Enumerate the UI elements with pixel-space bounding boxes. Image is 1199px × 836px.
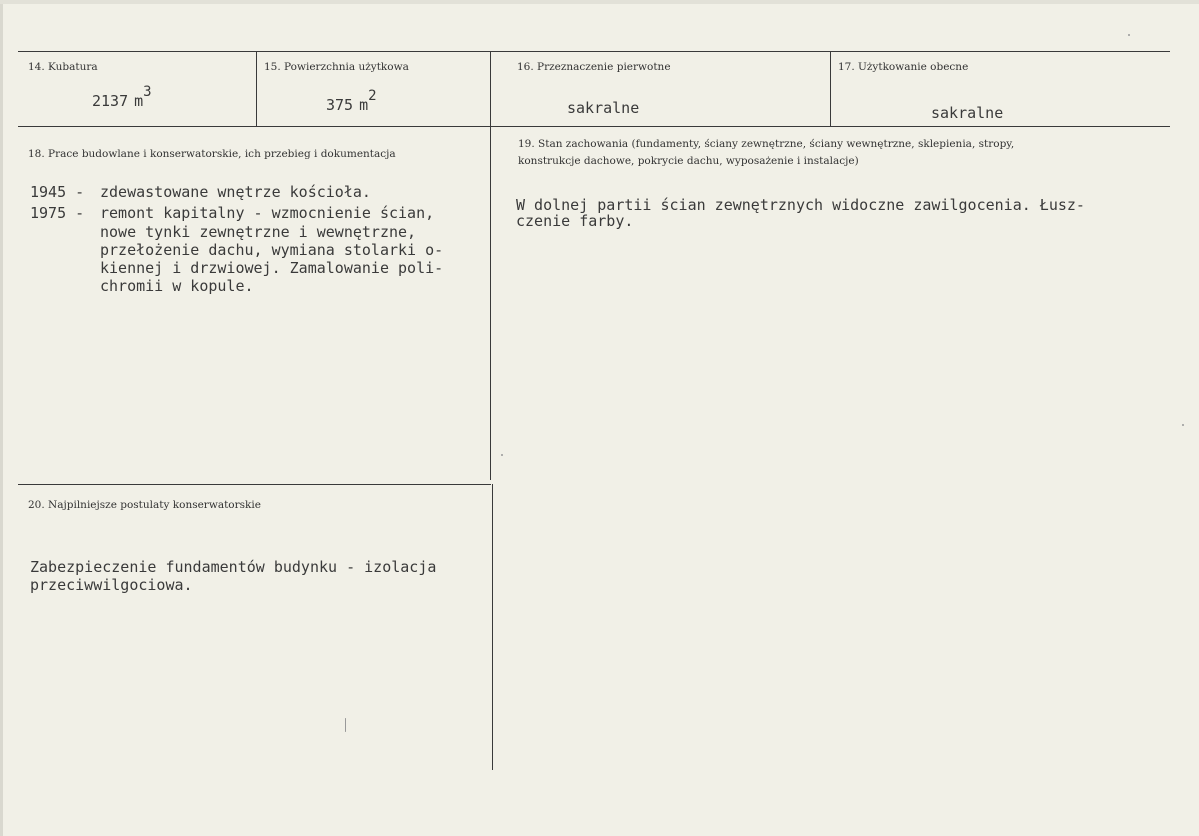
postulates-text: przeciwwilgociowa. [30, 576, 193, 594]
history-year: 1945 - [30, 183, 85, 201]
area-exponent: 2 [368, 88, 377, 104]
section18-bottom-rule [18, 484, 491, 485]
volume-number: 2137 [92, 92, 129, 110]
field-20-label: 20. Najpilniejsze postulaty konserwatorskie [28, 499, 261, 511]
field-19-label: 19. Stan zachowania (fundamenty, ściany zewnętrzne, ściany wewnętrzne, sklepienia, stropy, [518, 138, 1015, 150]
condition-text: czenie farby. [516, 212, 634, 230]
divider-left-right-lower [492, 484, 493, 770]
history-text: nowe tynki zewnętrzne i wewnętrzne, [100, 223, 417, 241]
paper-speck [345, 718, 346, 732]
history-text: chromii w kopule. [100, 277, 254, 295]
field-19-label-cont: konstrukcje dachowe, pokrycie dachu, wyposażenie i instalacje) [518, 155, 859, 167]
volume-unit: m [134, 92, 144, 110]
field-14-value [92, 84, 152, 110]
history-year: 1975 - [30, 204, 85, 222]
field-15-label: 15. Powierzchnia użytkowa [264, 61, 409, 73]
history-text: remont kapitalny - wzmocnienie ścian, [100, 204, 435, 222]
paper-speck [501, 454, 503, 456]
area-unit: m [359, 96, 369, 114]
history-entry [30, 204, 434, 222]
history-entry [30, 183, 371, 201]
field-14-label: 14. Kubatura [28, 61, 98, 73]
volume-exponent: 3 [143, 84, 152, 100]
paper-edge-top [0, 0, 1199, 4]
field-17-label: 17. Użytkowanie obecne [838, 61, 969, 73]
top-rule [18, 51, 1170, 52]
field-15-value [326, 88, 377, 114]
history-text: kiennej i drzwiowej. Zamalowanie poli- [100, 259, 444, 277]
area-number: 375 [326, 96, 354, 114]
paper-speck [1128, 34, 1130, 36]
divider-16-17 [830, 51, 831, 126]
divider-left-right-upper [490, 126, 491, 480]
field-16-value: sakralne [567, 99, 640, 117]
field-16-label: 16. Przeznaczenie pierwotne [517, 61, 671, 73]
row1-bottom-rule [18, 126, 1170, 127]
condition-text: W dolnej partii ścian zewnętrznych widoczne zawilgocenia. Łusz- [516, 196, 1085, 214]
postulates-text: Zabezpieczenie fundamentów budynku - izolacja [30, 558, 437, 576]
paper-edge-left [0, 0, 3, 836]
history-text: zdewastowane wnętrze kościoła. [100, 183, 371, 201]
history-text: przełożenie dachu, wymiana stolarki o- [100, 241, 444, 259]
field-17-value: sakralne [931, 104, 1004, 122]
field-18-label: 18. Prace budowlane i konserwatorskie, ich przebieg i dokumentacja [28, 148, 396, 160]
paper-speck [1182, 424, 1184, 426]
divider-14-15 [256, 51, 257, 126]
divider-15-16 [490, 51, 491, 126]
